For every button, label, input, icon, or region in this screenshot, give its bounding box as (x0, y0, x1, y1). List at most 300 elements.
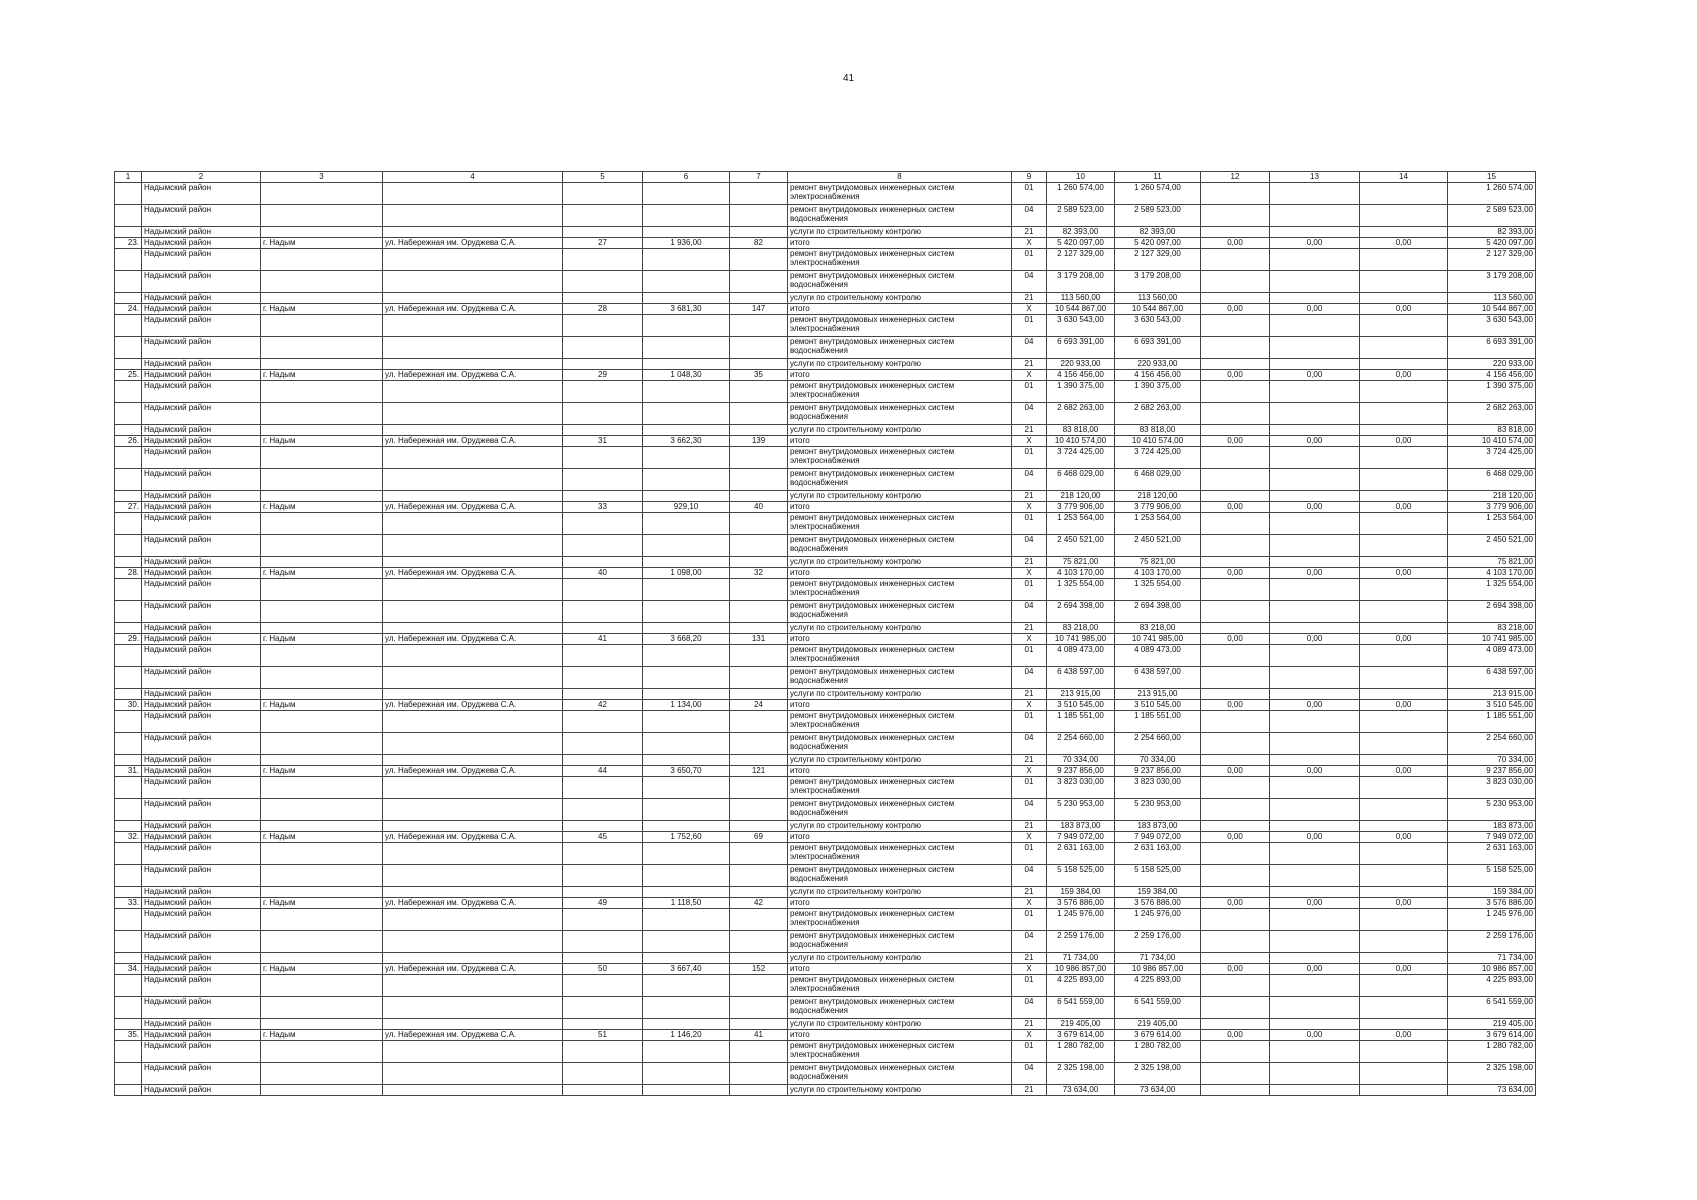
work-code-cell: 04 (1012, 337, 1047, 359)
area-cell: 1 752,60 (643, 832, 730, 843)
house-cell: 49 (563, 898, 643, 909)
cost-municipal-cell (1270, 711, 1360, 733)
table-row (115, 557, 1536, 568)
city-cell (261, 293, 383, 304)
city-cell: г. Надым (261, 502, 383, 513)
cost-municipal-cell (1270, 535, 1360, 557)
cost-budget-cell (1201, 865, 1270, 887)
house-cell (563, 645, 643, 667)
cost-total-cell: 3 510 545,00 (1047, 700, 1115, 711)
work-type-cell: ремонт внутридомовых инженерных систем электроснабжения (788, 183, 1012, 205)
table-row (115, 865, 1536, 887)
cost-owners-cell (1360, 315, 1448, 337)
area-cell (643, 689, 730, 700)
cost-budget-cell (1201, 733, 1270, 755)
row-number (115, 601, 142, 623)
district-cell: Надымский район (142, 645, 261, 667)
cost-total-cell: 1 280 782,00 (1047, 1041, 1115, 1063)
city-cell (261, 623, 383, 634)
area-cell (643, 799, 730, 821)
cost-owners-cell (1360, 997, 1448, 1019)
work-type-cell: ремонт внутридомовых инженерных систем электроснабжения (788, 645, 1012, 667)
people-cell (730, 535, 788, 557)
cost-owners-cell (1360, 843, 1448, 865)
area-cell (643, 535, 730, 557)
work-type-cell: услуги по строительному контролю (788, 1019, 1012, 1030)
cost-fund-cell: 1 390 375,00 (1115, 381, 1201, 403)
house-cell (563, 711, 643, 733)
work-type-cell: ремонт внутридомовых инженерных систем водоснабжения (788, 469, 1012, 491)
cost-total-cell: 10 410 574,00 (1047, 436, 1115, 447)
cost-fund-cell: 3 724 425,00 (1115, 447, 1201, 469)
cost-owners-cell (1360, 689, 1448, 700)
cost-fund-cell: 2 259 176,00 (1115, 931, 1201, 953)
work-code-cell: X (1012, 238, 1047, 249)
cost-municipal-cell (1270, 557, 1360, 568)
cost-sum-cell: 5 420 097,00 (1448, 238, 1536, 249)
row-number (115, 1019, 142, 1030)
area-cell (643, 293, 730, 304)
cost-sum-cell: 2 325 198,00 (1448, 1063, 1536, 1085)
city-cell (261, 579, 383, 601)
cost-sum-cell: 10 741 985,00 (1448, 634, 1536, 645)
people-cell (730, 601, 788, 623)
city-cell (261, 1019, 383, 1030)
row-number (115, 645, 142, 667)
people-cell: 131 (730, 634, 788, 645)
people-cell: 152 (730, 964, 788, 975)
cost-municipal-cell (1270, 1063, 1360, 1085)
street-cell (383, 777, 563, 799)
street-cell (383, 1085, 563, 1096)
district-cell: Надымский район (142, 1019, 261, 1030)
cost-sum-cell: 3 779 906,00 (1448, 502, 1536, 513)
area-cell (643, 557, 730, 568)
cost-sum-cell: 2 631 163,00 (1448, 843, 1536, 865)
city-cell (261, 1085, 383, 1096)
cost-owners-cell (1360, 425, 1448, 436)
cost-fund-cell: 3 679 614,00 (1115, 1030, 1201, 1041)
work-code-cell: 21 (1012, 557, 1047, 568)
page-number: 41 (842, 73, 855, 84)
work-code-cell: 04 (1012, 997, 1047, 1019)
cost-sum-cell: 6 468 029,00 (1448, 469, 1536, 491)
district-cell: Надымский район (142, 755, 261, 766)
area-cell (643, 865, 730, 887)
cost-budget-cell (1201, 403, 1270, 425)
cost-budget-cell: 0,00 (1201, 964, 1270, 975)
cost-sum-cell: 1 245 976,00 (1448, 909, 1536, 931)
city-cell (261, 403, 383, 425)
city-cell (261, 667, 383, 689)
city-cell (261, 931, 383, 953)
cost-owners-cell (1360, 513, 1448, 535)
cost-total-cell: 4 089 473,00 (1047, 645, 1115, 667)
city-cell (261, 359, 383, 370)
row-number (115, 1041, 142, 1063)
people-cell (730, 447, 788, 469)
cost-owners-cell: 0,00 (1360, 766, 1448, 777)
area-cell (643, 1041, 730, 1063)
cost-total-cell: 6 693 391,00 (1047, 337, 1115, 359)
cost-budget-cell (1201, 953, 1270, 964)
cost-fund-cell: 6 541 559,00 (1115, 997, 1201, 1019)
people-cell (730, 887, 788, 898)
cost-sum-cell: 4 089 473,00 (1448, 645, 1536, 667)
area-cell (643, 183, 730, 205)
table-row (115, 315, 1536, 337)
row-number (115, 535, 142, 557)
cost-owners-cell (1360, 271, 1448, 293)
cost-fund-cell: 83 218,00 (1115, 623, 1201, 634)
district-cell: Надымский район (142, 315, 261, 337)
cost-owners-cell (1360, 601, 1448, 623)
area-cell (643, 1085, 730, 1096)
house-cell (563, 557, 643, 568)
work-type-cell: ремонт внутридомовых инженерных систем электроснабжения (788, 1041, 1012, 1063)
city-cell (261, 821, 383, 832)
cost-sum-cell: 219 405,00 (1448, 1019, 1536, 1030)
table-row (115, 733, 1536, 755)
cost-total-cell: 83 218,00 (1047, 623, 1115, 634)
district-cell: Надымский район (142, 700, 261, 711)
house-cell (563, 579, 643, 601)
cost-budget-cell (1201, 535, 1270, 557)
row-number (115, 887, 142, 898)
table-row (115, 502, 1536, 513)
cost-fund-cell: 1 253 564,00 (1115, 513, 1201, 535)
people-cell (730, 205, 788, 227)
city-cell (261, 799, 383, 821)
district-cell: Надымский район (142, 293, 261, 304)
work-type-cell: итого (788, 634, 1012, 645)
work-type-cell: ремонт внутридомовых инженерных систем водоснабжения (788, 271, 1012, 293)
cost-total-cell: 159 384,00 (1047, 887, 1115, 898)
table-row (115, 249, 1536, 271)
cost-municipal-cell (1270, 931, 1360, 953)
city-cell (261, 557, 383, 568)
table-row (115, 513, 1536, 535)
row-number (115, 249, 142, 271)
cost-municipal-cell (1270, 997, 1360, 1019)
row-number: 25. (115, 370, 142, 381)
district-cell: Надымский район (142, 425, 261, 436)
city-cell (261, 425, 383, 436)
work-type-cell: итого (788, 568, 1012, 579)
cost-total-cell: 4 225 893,00 (1047, 975, 1115, 997)
cost-owners-cell: 0,00 (1360, 832, 1448, 843)
area-cell (643, 953, 730, 964)
table-row (115, 711, 1536, 733)
work-type-cell: услуги по строительному контролю (788, 755, 1012, 766)
cost-budget-cell (1201, 931, 1270, 953)
street-cell (383, 183, 563, 205)
city-cell: г. Надым (261, 238, 383, 249)
city-cell (261, 381, 383, 403)
house-cell (563, 953, 643, 964)
column-header: 9 (1012, 172, 1047, 183)
work-type-cell: ремонт внутридомовых инженерных систем электроснабжения (788, 381, 1012, 403)
people-cell (730, 183, 788, 205)
people-cell (730, 557, 788, 568)
cost-fund-cell: 71 734,00 (1115, 953, 1201, 964)
row-number (115, 491, 142, 502)
cost-owners-cell (1360, 909, 1448, 931)
cost-owners-cell (1360, 293, 1448, 304)
city-cell: г. Надым (261, 700, 383, 711)
area-cell (643, 931, 730, 953)
table-row (115, 1030, 1536, 1041)
work-type-cell: ремонт внутридомовых инженерных систем водоснабжения (788, 205, 1012, 227)
district-cell: Надымский район (142, 403, 261, 425)
people-cell (730, 491, 788, 502)
cost-municipal-cell: 0,00 (1270, 898, 1360, 909)
people-cell: 24 (730, 700, 788, 711)
people-cell (730, 689, 788, 700)
cost-municipal-cell (1270, 975, 1360, 997)
work-type-cell: итого (788, 832, 1012, 843)
house-cell (563, 183, 643, 205)
cost-sum-cell: 183 873,00 (1448, 821, 1536, 832)
cost-total-cell: 2 254 660,00 (1047, 733, 1115, 755)
house-cell (563, 315, 643, 337)
district-cell: Надымский район (142, 370, 261, 381)
district-cell: Надымский район (142, 733, 261, 755)
cost-total-cell: 3 179 208,00 (1047, 271, 1115, 293)
city-cell (261, 491, 383, 502)
cost-budget-cell: 0,00 (1201, 1030, 1270, 1041)
table-row (115, 766, 1536, 777)
people-cell (730, 843, 788, 865)
area-cell (643, 755, 730, 766)
cost-budget-cell: 0,00 (1201, 304, 1270, 315)
city-cell (261, 271, 383, 293)
street-cell (383, 491, 563, 502)
row-number (115, 975, 142, 997)
row-number (115, 909, 142, 931)
cost-sum-cell: 113 560,00 (1448, 293, 1536, 304)
area-cell: 929,10 (643, 502, 730, 513)
district-cell: Надымский район (142, 975, 261, 997)
street-cell (383, 227, 563, 238)
column-header: 6 (643, 172, 730, 183)
cost-municipal-cell (1270, 513, 1360, 535)
district-cell: Надымский район (142, 843, 261, 865)
cost-total-cell: 5 230 953,00 (1047, 799, 1115, 821)
cost-sum-cell: 3 510 545,00 (1448, 700, 1536, 711)
district-cell: Надымский район (142, 513, 261, 535)
district-cell: Надымский район (142, 1041, 261, 1063)
work-type-cell: услуги по строительному контролю (788, 953, 1012, 964)
cost-sum-cell: 10 544 867,00 (1448, 304, 1536, 315)
street-cell (383, 337, 563, 359)
work-type-cell: ремонт внутридомовых инженерных систем электроснабжения (788, 315, 1012, 337)
people-cell (730, 271, 788, 293)
city-cell: г. Надым (261, 964, 383, 975)
people-cell (730, 755, 788, 766)
cost-municipal-cell: 0,00 (1270, 766, 1360, 777)
column-header: 14 (1360, 172, 1448, 183)
cost-municipal-cell (1270, 491, 1360, 502)
house-cell: 44 (563, 766, 643, 777)
house-cell (563, 865, 643, 887)
cost-budget-cell: 0,00 (1201, 370, 1270, 381)
area-cell (643, 469, 730, 491)
work-code-cell: 04 (1012, 403, 1047, 425)
house-cell: 42 (563, 700, 643, 711)
cost-municipal-cell (1270, 271, 1360, 293)
cost-fund-cell: 6 468 029,00 (1115, 469, 1201, 491)
work-code-cell: 21 (1012, 1019, 1047, 1030)
cost-total-cell: 10 986 857,00 (1047, 964, 1115, 975)
city-cell: г. Надым (261, 568, 383, 579)
district-cell: Надымский район (142, 557, 261, 568)
people-cell: 32 (730, 568, 788, 579)
people-cell (730, 1085, 788, 1096)
table-row (115, 777, 1536, 799)
house-cell (563, 821, 643, 832)
cost-sum-cell: 5 230 953,00 (1448, 799, 1536, 821)
table-row (115, 909, 1536, 931)
row-number: 31. (115, 766, 142, 777)
work-type-cell: услуги по строительному контролю (788, 359, 1012, 370)
cost-total-cell: 10 741 985,00 (1047, 634, 1115, 645)
people-cell (730, 997, 788, 1019)
work-type-cell: итого (788, 370, 1012, 381)
cost-budget-cell (1201, 315, 1270, 337)
row-number (115, 799, 142, 821)
table-row (115, 337, 1536, 359)
area-cell: 3 668,20 (643, 634, 730, 645)
street-cell: ул. Набережная им. Оруджева С.А. (383, 700, 563, 711)
row-number: 28. (115, 568, 142, 579)
cost-municipal-cell (1270, 667, 1360, 689)
area-cell (643, 579, 730, 601)
district-cell: Надымский район (142, 381, 261, 403)
street-cell (383, 601, 563, 623)
row-number (115, 843, 142, 865)
district-cell: Надымский район (142, 502, 261, 513)
area-cell: 1 118,50 (643, 898, 730, 909)
house-cell (563, 733, 643, 755)
city-cell (261, 249, 383, 271)
cost-municipal-cell: 0,00 (1270, 304, 1360, 315)
column-header: 10 (1047, 172, 1115, 183)
work-type-cell: ремонт внутридомовых инженерных систем электроснабжения (788, 777, 1012, 799)
column-header: 13 (1270, 172, 1360, 183)
people-cell (730, 513, 788, 535)
cost-owners-cell (1360, 579, 1448, 601)
cost-budget-cell (1201, 755, 1270, 766)
cost-owners-cell: 0,00 (1360, 700, 1448, 711)
people-cell (730, 821, 788, 832)
cost-fund-cell: 82 393,00 (1115, 227, 1201, 238)
cost-owners-cell (1360, 887, 1448, 898)
row-number (115, 623, 142, 634)
cost-total-cell: 2 127 329,00 (1047, 249, 1115, 271)
cost-owners-cell (1360, 249, 1448, 271)
cost-municipal-cell: 0,00 (1270, 964, 1360, 975)
people-cell (730, 667, 788, 689)
street-cell: ул. Набережная им. Оруджева С.А. (383, 832, 563, 843)
row-number (115, 315, 142, 337)
row-number (115, 821, 142, 832)
area-cell (643, 975, 730, 997)
column-header: 4 (383, 172, 563, 183)
work-type-cell: ремонт внутридомовых инженерных систем электроснабжения (788, 447, 1012, 469)
cost-municipal-cell (1270, 909, 1360, 931)
cost-fund-cell: 10 986 857,00 (1115, 964, 1201, 975)
cost-total-cell: 2 259 176,00 (1047, 931, 1115, 953)
cost-total-cell: 2 682 263,00 (1047, 403, 1115, 425)
cost-total-cell: 213 915,00 (1047, 689, 1115, 700)
cost-total-cell: 7 949 072,00 (1047, 832, 1115, 843)
work-code-cell: 21 (1012, 293, 1047, 304)
house-cell: 31 (563, 436, 643, 447)
house-cell: 33 (563, 502, 643, 513)
row-number (115, 513, 142, 535)
street-cell (383, 909, 563, 931)
cost-fund-cell: 159 384,00 (1115, 887, 1201, 898)
people-cell (730, 1019, 788, 1030)
street-cell: ул. Набережная им. Оруджева С.А. (383, 238, 563, 249)
district-cell: Надымский район (142, 238, 261, 249)
house-cell (563, 337, 643, 359)
cost-fund-cell: 213 915,00 (1115, 689, 1201, 700)
work-code-cell: 04 (1012, 931, 1047, 953)
house-cell (563, 513, 643, 535)
cost-total-cell: 218 120,00 (1047, 491, 1115, 502)
cost-owners-cell (1360, 535, 1448, 557)
cost-municipal-cell (1270, 1085, 1360, 1096)
work-code-cell: X (1012, 1030, 1047, 1041)
cost-municipal-cell (1270, 843, 1360, 865)
street-cell (383, 645, 563, 667)
work-code-cell: X (1012, 502, 1047, 513)
cost-municipal-cell (1270, 601, 1360, 623)
cost-municipal-cell (1270, 205, 1360, 227)
row-number (115, 337, 142, 359)
row-number (115, 755, 142, 766)
house-cell (563, 1019, 643, 1030)
house-cell (563, 491, 643, 502)
area-cell (643, 887, 730, 898)
cost-sum-cell: 4 103 170,00 (1448, 568, 1536, 579)
cost-budget-cell (1201, 425, 1270, 436)
district-cell: Надымский район (142, 469, 261, 491)
cost-budget-cell (1201, 447, 1270, 469)
cost-municipal-cell (1270, 359, 1360, 370)
cost-sum-cell: 2 682 263,00 (1448, 403, 1536, 425)
area-cell (643, 711, 730, 733)
city-cell (261, 1041, 383, 1063)
work-code-cell: 01 (1012, 1041, 1047, 1063)
cost-budget-cell (1201, 711, 1270, 733)
cost-sum-cell: 5 158 525,00 (1448, 865, 1536, 887)
street-cell (383, 799, 563, 821)
cost-municipal-cell (1270, 381, 1360, 403)
row-number (115, 381, 142, 403)
district-cell: Надымский район (142, 183, 261, 205)
area-cell (643, 403, 730, 425)
column-header: 3 (261, 172, 383, 183)
table-row (115, 491, 1536, 502)
work-type-cell: ремонт внутридомовых инженерных систем водоснабжения (788, 997, 1012, 1019)
cost-municipal-cell (1270, 425, 1360, 436)
cost-fund-cell: 2 127 329,00 (1115, 249, 1201, 271)
cost-municipal-cell (1270, 315, 1360, 337)
cost-municipal-cell (1270, 645, 1360, 667)
